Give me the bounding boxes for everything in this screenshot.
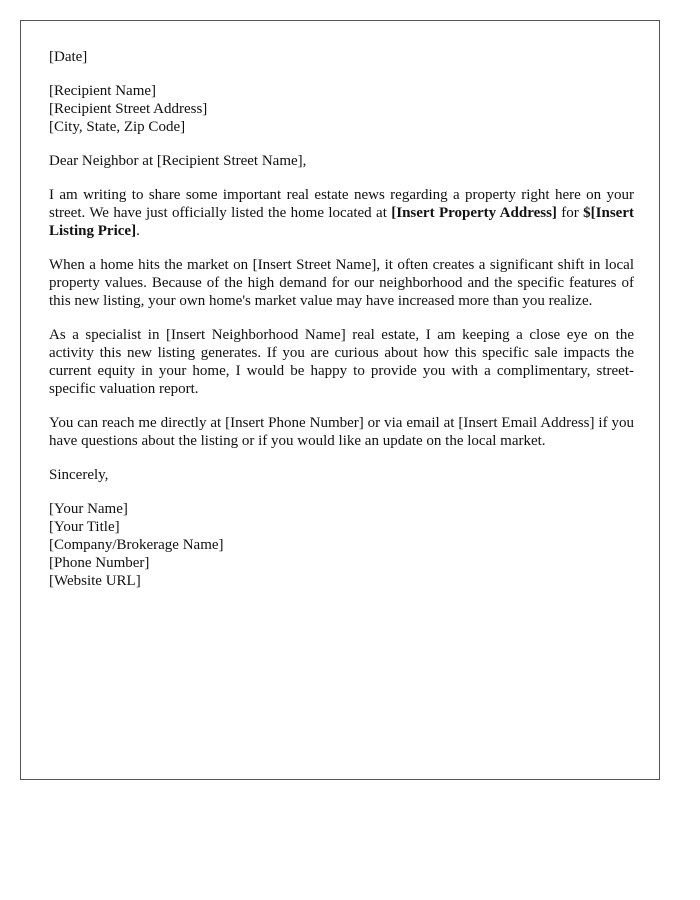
recipient-city: [City, State, Zip Code] xyxy=(49,119,186,135)
salutation-text: Dear Neighbor at [Recipient Street Name], xyxy=(49,153,307,169)
recipient-name: [Recipient Name] xyxy=(49,83,157,99)
date-line xyxy=(49,48,634,66)
paragraph-listing-text-3: . xyxy=(136,223,140,239)
paragraph-valuation-offer: As a specialist in [Insert Neighborhood Name] real estate, I am keeping a close eye on the activity this new listing generates. If you are curious about how this specific sale impacts the current equity in your home, I would be happy to provide you with a complimentary, street-specific valuation report. xyxy=(49,327,634,397)
signature-company: [Company/Brokerage Name] xyxy=(49,537,224,553)
recipient-street: [Recipient Street Address] xyxy=(49,101,208,117)
signature-phone: [Phone Number] xyxy=(49,555,150,571)
property-address: [Insert Property Address] xyxy=(391,205,557,221)
closing xyxy=(49,466,634,484)
salutation xyxy=(49,152,634,170)
signature-block xyxy=(49,500,634,590)
closing-text: Sincerely, xyxy=(49,467,109,483)
letter-page xyxy=(20,20,660,780)
paragraph-listing-text-2: for xyxy=(556,205,584,221)
paragraph-contact: You can reach me directly at [Insert Phone Number] or via email at [Insert Email Address] if you have questions about the listing or if you would like an update on the local market. xyxy=(49,415,634,449)
signature-title: [Your Title] xyxy=(49,519,120,535)
paragraph-market-value: When a home hits the market on [Insert Street Name], it often creates a significant shift in local property values. Because of the high demand for our neighborhood and the specific features of this new listing, your own home's market value may have increased more than you realize. xyxy=(49,257,634,309)
signature-website: [Website URL] xyxy=(49,573,141,589)
signature-name: [Your Name] xyxy=(49,501,128,517)
recipient-address-block xyxy=(49,82,634,136)
letter-body xyxy=(49,48,634,606)
paragraph-listing-news xyxy=(49,186,634,240)
listing-price: $[Insert Listing Price] xyxy=(49,205,634,239)
paragraph-listing-text-1: I am writing to share some important real estate news regarding a property right here on your street. We have just officially listed the home located at xyxy=(49,187,634,221)
date: [Date] xyxy=(49,49,88,65)
